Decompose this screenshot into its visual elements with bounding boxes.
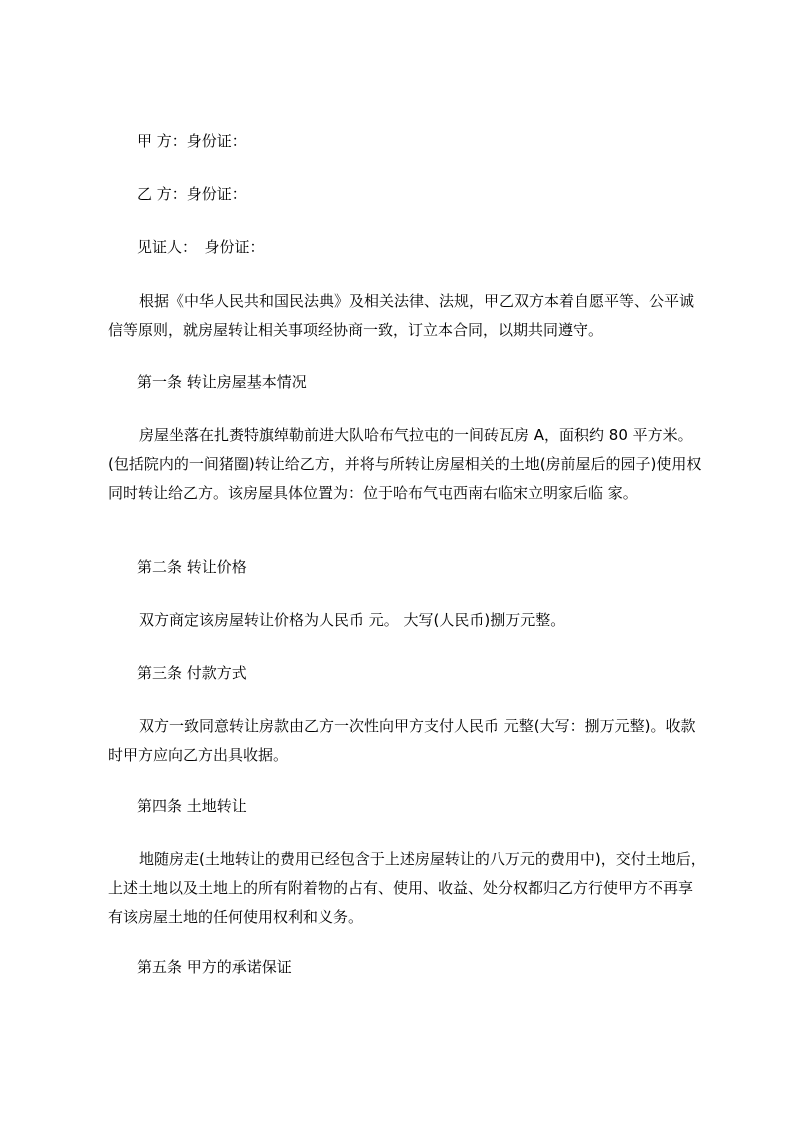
article-1-body: 房屋坐落在扎赉特旗绰勒前进大队哈布气拉屯的一间砖瓦房 A，面积约 80 平方米。(包括院内的一间猪圈)转让给乙方，并将与所转让房屋相关的土地(房前屋后的园子)使用权同时转让给乙方。该房屋具体位置为：位于哈布气屯西南右临宋立明家后临 家。 bbox=[108, 426, 702, 502]
preamble-paragraph: 根据《中华人民共和国民法典》及相关法律、法规，甲乙双方本着自愿平等、公平诚信等原则，就房屋转让相关事项经协商一致，订立本合同，以期共同遵守。 bbox=[108, 292, 695, 339]
article-5-heading: 第五条 甲方的承诺保证 bbox=[137, 958, 292, 976]
article-4-heading: 第四条 土地转让 bbox=[137, 797, 247, 815]
article-3-heading: 第三条 付款方式 bbox=[137, 664, 247, 682]
article-2-heading: 第二条 转让价格 bbox=[137, 558, 247, 576]
article-1-heading: 第一条 转让房屋基本情况 bbox=[137, 373, 307, 391]
article-2-body: 双方商定该房屋转让价格为人民币 元。 大写(人民币)捌万元整。 bbox=[139, 611, 566, 629]
party-b-line: 乙 方：身份证： bbox=[137, 185, 247, 203]
article-3-body: 双方一致同意转让房款由乙方一次性向甲方支付人民币 元整(大写：捌万元整)。收款时甲方应向乙方出具收据。 bbox=[108, 717, 696, 764]
party-a-line: 甲 方：身份证： bbox=[137, 132, 247, 150]
witness-line: 见证人： 身份证： bbox=[137, 238, 265, 256]
article-4-body: 地随房走(土地转让的费用已经包含于上述房屋转让的八万元的费用中)，交付土地后，上述土地以及土地上的所有附着物的占有、使用、收益、处分权都归乙方行使甲方不再享有该房屋土地的任何使用权利和义务。 bbox=[108, 850, 706, 926]
